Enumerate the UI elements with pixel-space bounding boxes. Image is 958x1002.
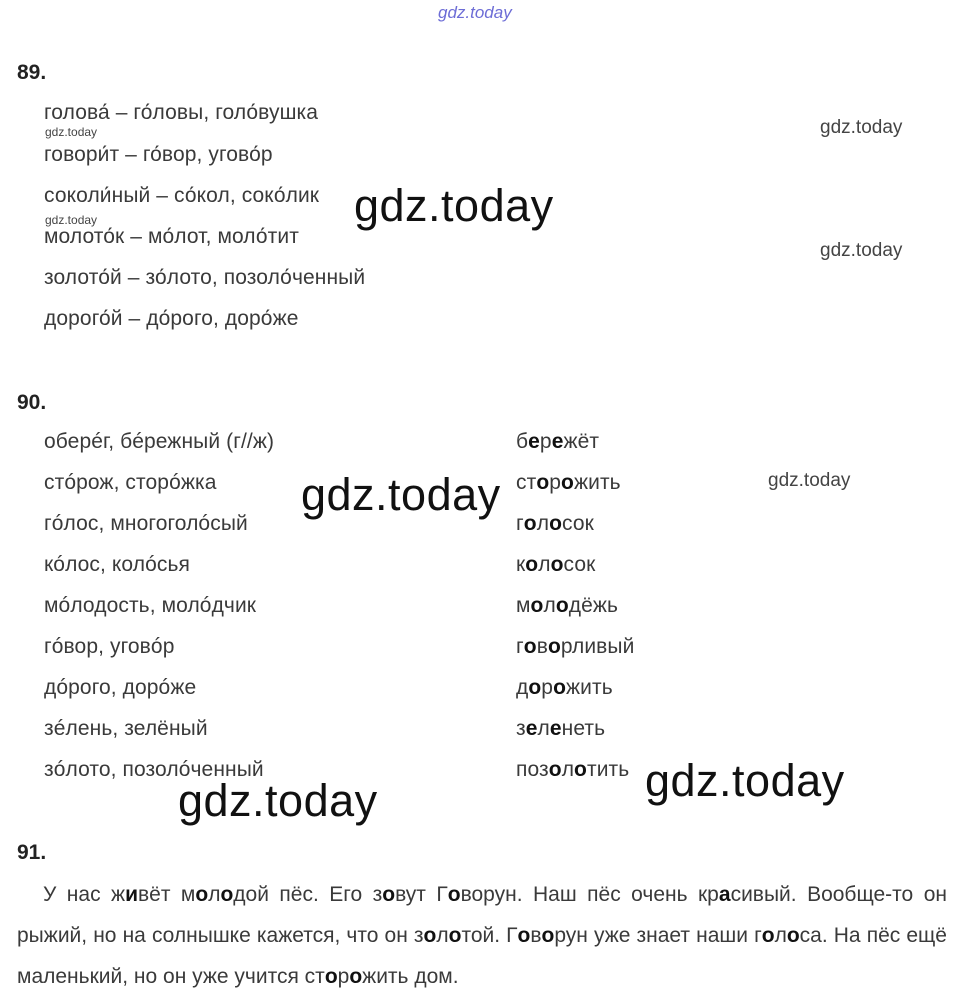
list-item: бережёт [516,430,600,453]
list-item: дорожить [516,676,613,699]
watermark: gdz.today [645,755,845,806]
watermark: gdz.today [354,180,554,231]
list-item: говори́т – го́вор, угово́р [44,143,273,166]
list-item: позолотить [516,758,630,781]
list-item: молодёжь [516,594,619,617]
list-item: дорого́й – до́рого, доро́же [44,307,299,330]
watermark: gdz.today [178,775,378,826]
list-item: голова́ – го́ловы, голо́вушка [44,101,319,124]
list-item: оберéг, бéрежный (г//ж) [44,430,275,453]
exercise-90-number: 90. [17,391,47,414]
list-item: зéлень, зелёный [44,717,208,740]
list-item: сторожить [516,471,621,494]
watermark: gdz.today [45,125,98,139]
exercise-89-number: 89. [17,61,47,84]
list-item: мóлодость, молóдчик [44,594,257,617]
list-item: кóлос, колóсья [44,553,190,576]
list-item: молото́к – мо́лот, моло́тит [44,225,299,248]
list-item: золото́й – зо́лото, позоло́ченный [44,266,366,289]
list-item: стóрож, сторóжка [44,471,217,494]
list-item: соколи́ный – со́кол, соко́лик [44,184,320,207]
list-item: дóрого, дорóже [44,676,197,699]
list-item: говорливый [516,635,635,658]
list-item: гóвор, уговóр [44,635,175,658]
exercise-91-paragraph: У нас живёт молодой пёс. Его зовут Говорун. Наш пёс очень красивый. Вообще-то он рыжий, но на солнышке кажется, что он золотой. Говорун уже знает наши голоса. На пёс ещё маленький, но он уже учится сторожить дом. [17,883,947,988]
watermark: gdz.today [820,240,903,261]
list-item: колосок [516,553,596,576]
exercise-91-number: 91. [17,841,47,864]
list-item: зóлото, позолóченный [44,758,264,781]
watermark: gdz.today [768,470,851,491]
list-item: голосок [516,512,594,535]
list-item: гóлос, многоголóсый [44,512,248,535]
list-item: зеленеть [516,717,606,740]
watermark: gdz.today [301,469,501,520]
site-logo[interactable]: gdz.today [438,3,512,22]
watermark: gdz.today [45,213,98,227]
watermark: gdz.today [820,117,903,138]
